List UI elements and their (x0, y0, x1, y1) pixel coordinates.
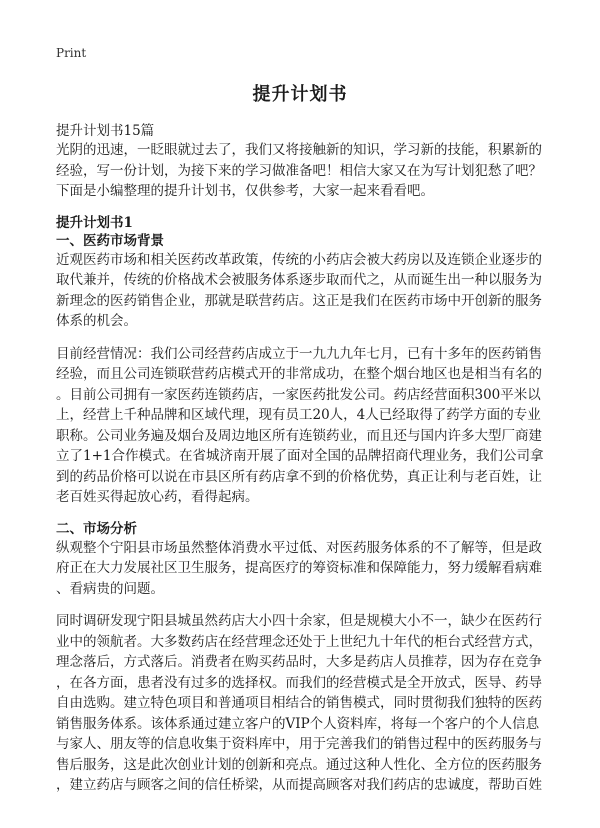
intro-line: 光阴的迅速，一眨眼就过去了，我们又将接触新的知识，学习新的技能，积累新的 (56, 142, 542, 158)
paragraph-line: 业中的领航者。大多数药店在经营理念还处于上世纪九十年代的柜台式经营方式， (56, 633, 542, 650)
paragraph-line: 销售服务体系。该体系通过建立客户的VIP个人资料库，将每一个客户的个人信息 (56, 715, 540, 732)
paragraph-line: 府正在大力发展社区卫生服务，提高医疗的筹资标准和保障能力，努力缓解看病难 (56, 560, 542, 576)
paragraph-line: 售后服务，这是此次创业计划的创新和亮点。通过这种人性化、全方位的医药服务 (56, 756, 542, 773)
section-paragraph (56, 344, 546, 508)
paragraph-line: 自由选购。建立特色项目和普通项目相结合的销售模式，同时贯彻我们独特的医药 (56, 695, 542, 711)
paragraph-line: 新理念的医药销售企业，那就是联营药店。这正是我们在医药市场中开创新的服务 (56, 292, 542, 309)
paragraph-line: 纵观整个宁阳县市场虽然整体消费水平过低、对医药服务体系的不了解等，但是政 (56, 539, 542, 556)
section-paragraph (56, 611, 546, 796)
article-heading: 提升计划书1 (56, 214, 133, 231)
paragraph-line: ，建立药店与顾客之间的信任桥梁，从而提高顾客对我们药店的忠诚度，帮助百姓 (56, 777, 542, 793)
paragraph-line: 与家人、朋友等的信息收集于资料库中，用于完善我们的销售过程中的医药服务与 (56, 736, 542, 752)
print-link[interactable]: Print (56, 46, 87, 60)
paragraph-line: 同时调研发现宁阳县城虽然药店大小四十余家，但是规模大小不一，缺少在医药行 (56, 613, 542, 629)
page-title: 提升计划书 (252, 84, 348, 105)
paragraph-line: 目前经营情况：我们公司经营药店成立于一九九九年七月，已有十多年的医药销售 (56, 345, 542, 362)
paragraph-line: 体系的机会。 (56, 313, 137, 329)
paragraph-line: 职称。公司业务遍及烟台及周边地区所有连锁药业，而且还与国内许多大型厂商建 (56, 427, 542, 444)
intro-line: 经验，写一份计划，为接下来的学习做准备吧！相信大家又在为写计划犯愁了吧？ (56, 162, 542, 179)
paragraph-line: ，在各方面，患者没有过多的选择权。而我们的经营模式是全开放式，医导、药导 (56, 674, 542, 691)
paragraph-line: 、看病贵的问题。 (56, 580, 164, 597)
intro-paragraph (56, 140, 546, 202)
article-body (56, 122, 546, 808)
paragraph-line: 。目前公司拥有一家医药连锁药店，一家医药批发公司。药店经营面积300平米以 (56, 386, 541, 403)
intro-line: 下面是小编整理的提升计划书，仅供参考，大家一起来看看吧。 (56, 183, 434, 199)
paragraph-line: 理念落后，方式落后。消费者在购买药品时，大多是药店人员推荐，因为存在竞争 (56, 654, 542, 670)
paragraph-line: 经验，而且公司连锁联营药店模式开的非常成功，在整个烟台地区也是相当有名的 (56, 366, 542, 382)
article-subtitle: 提升计划书15篇 (56, 123, 155, 139)
section-heading: 一、医药市场背景 (56, 232, 164, 249)
paragraph-line: 老百姓买得起放心药，看得起病。 (56, 489, 259, 505)
paragraph-line: 到的药品价格可以说在市县区所有药店拿不到的价格优势，真正让利与老百姓，让 (56, 468, 542, 485)
paragraph-line: 立了1+1合作模式。在省城济南开展了面对全国的品牌招商代理业务，我们公司拿 (56, 448, 544, 464)
paragraph-line: 近观医药市场和相关医药改革政策，传统的小药店会被大药房以及连锁企业逐步的 (56, 251, 542, 268)
section-paragraph (56, 250, 546, 332)
paragraph-line: 上，经营上千种品牌和区域代理，现有员工20人，4人已经取得了药学方面的专业 (56, 407, 541, 423)
section-heading: 二、市场分析 (56, 520, 137, 537)
section-paragraph (56, 538, 546, 600)
paragraph-line: 取代兼并，传统的价格战术会被服务体系逐步取而代之，从而诞生出一种以服务为 (56, 272, 542, 288)
